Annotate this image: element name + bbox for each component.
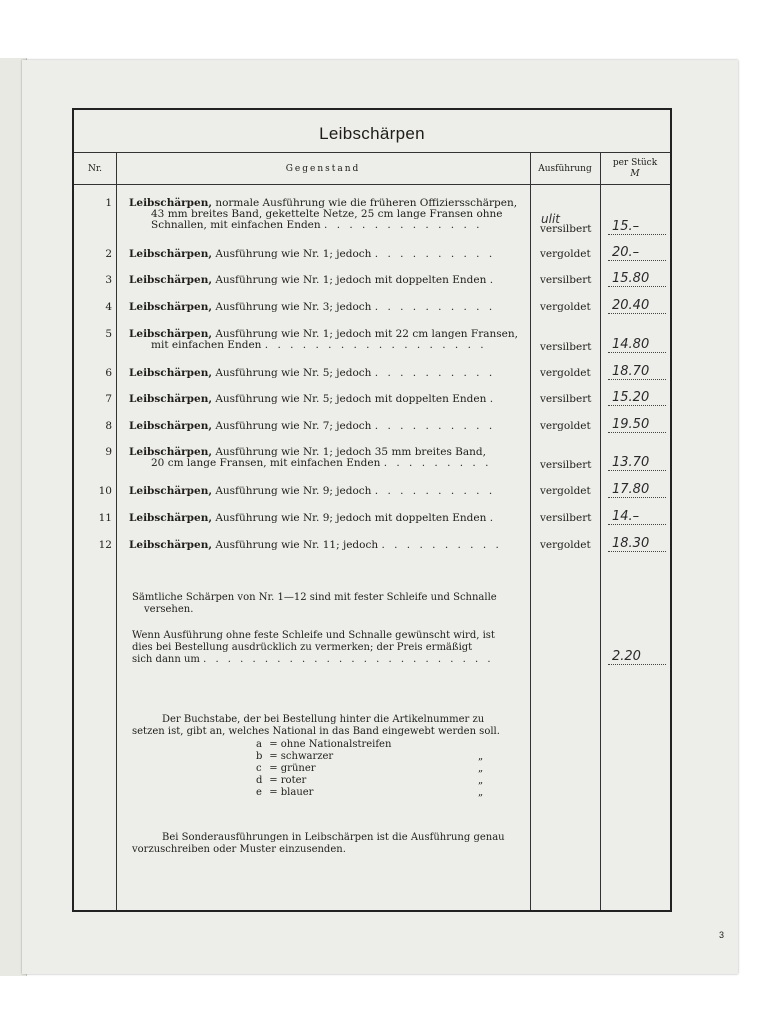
row-text: Ausführung wie Nr. 1; jedoch [215, 248, 372, 260]
row-text-line2: 20 cm lange Fransen, mit einfachen Enden . . . . . . . . . [151, 457, 492, 469]
row-number: 3 [105, 274, 112, 286]
row-text: Ausführung wie Nr. 9; jedoch mit doppelten Enden [215, 512, 487, 524]
column-divider [530, 152, 531, 910]
row-text: Ausführung wie Nr. 1; jedoch mit 22 cm langen Fransen, [215, 328, 518, 340]
row-description [129, 329, 524, 351]
row-price: 13.70 [608, 456, 666, 471]
row-text: Ausführung wie Nr. 7; jedoch [215, 420, 372, 432]
price-table-frame [72, 108, 672, 912]
letter-code-c: c = grüner „ [256, 763, 484, 774]
row-finish: versilbert [540, 393, 592, 405]
row-finish: versilbert [540, 341, 592, 353]
row-text-line3: Schnallen, mit einfachen Enden . . . . . . . . . . . . . [151, 219, 483, 231]
header-per-piece [600, 154, 670, 184]
row-price: 19.50 [608, 418, 666, 433]
row-name: Leibschärpen, [129, 512, 212, 524]
row-text: normale Ausführung wie die früheren Offiziersschärpen, [215, 197, 518, 209]
row-price: 20.– [608, 246, 666, 261]
row-price: 18.30 [608, 537, 666, 552]
row-finish: vergoldet [540, 539, 591, 551]
row-number: 5 [105, 328, 112, 340]
divider [74, 184, 670, 185]
row-text-line2: mit einfachen Enden . . . . . . . . . . . . . . . . . . [151, 339, 487, 351]
row-price: 14.80 [608, 338, 666, 353]
row-finish: vergoldet [540, 248, 591, 260]
letter-code-e: e = blauer „ [256, 787, 484, 798]
row-number: 4 [105, 301, 112, 313]
row-finish: vergoldet [540, 301, 591, 313]
header-per-piece-label: per Stück [612, 158, 658, 168]
letter-code-d: d = roter „ [256, 775, 484, 786]
note-buckle: Sämtliche Schärpen von Nr. 1—12 sind mit fester Schleife und Schnalle versehen. [132, 592, 497, 615]
catalog-page [22, 60, 738, 974]
row-description [129, 447, 524, 469]
row-price: 17.80 [608, 483, 666, 498]
page-title: Leibschärpen [319, 124, 425, 143]
row-finish: versilbert [540, 223, 592, 235]
row-number: 1 [105, 197, 112, 209]
row-finish: vergoldet [540, 485, 591, 497]
row-description: Leibschärpen, Ausführung wie Nr. 5; jedoch mit doppelten Enden . [129, 393, 497, 405]
letter-code-b: b = schwarzer „ [256, 751, 484, 762]
row-text: Ausführung wie Nr. 5; jedoch [215, 367, 372, 379]
row-price: 18.70 [608, 365, 666, 380]
header-finish: Ausführung [538, 163, 592, 174]
row-name: Leibschärpen, [129, 446, 212, 458]
header-item: Gegenstand [285, 163, 361, 174]
row-name: Leibschärpen, [129, 197, 212, 209]
page-number: 3 [718, 930, 724, 940]
row-name: Leibschärpen, [129, 420, 212, 432]
row-description: Leibschärpen, Ausführung wie Nr. 1; jedoch . . . . . . . . . . [129, 248, 496, 260]
row-finish: vergoldet [540, 367, 591, 379]
row-price: 15.20 [608, 391, 666, 406]
row-text-line2: 43 mm breites Band, gekettelte Netze, 25 cm lange Fransen ohne [151, 208, 503, 220]
header-nr: Nr. [87, 163, 103, 174]
row-name: Leibschärpen, [129, 248, 212, 260]
row-description: Leibschärpen, Ausführung wie Nr. 5; jedoch . . . . . . . . . . [129, 367, 496, 379]
row-name: Leibschärpen, [129, 367, 212, 379]
row-text: Ausführung wie Nr. 1; jedoch mit doppelten Enden [215, 274, 487, 286]
row-finish: versilbert [540, 274, 592, 286]
row-description: Leibschärpen, Ausführung wie Nr. 3; jedoch . . . . . . . . . . [129, 301, 496, 313]
row-text: Ausführung wie Nr. 1; jedoch 35 mm breites Band, [215, 446, 486, 458]
price-reduction: 2.20 [608, 650, 666, 665]
note-letter-code: Der Buchstabe, der bei Bestellung hinter die Artikelnummer zu setzen ist, gibt an, welches National in das Band eingewebt werden soll. [132, 714, 500, 737]
row-name: Leibschärpen, [129, 274, 212, 286]
row-finish: versilbert [540, 459, 592, 471]
row-name: Leibschärpen, [129, 301, 212, 313]
row-description: Leibschärpen, Ausführung wie Nr. 7; jedoch . . . . . . . . . . [129, 420, 496, 432]
row-price: 15.80 [608, 272, 666, 287]
row-number: 7 [105, 393, 112, 405]
row-description: Leibschärpen, Ausführung wie Nr. 9; jedoch mit doppelten Enden . [129, 512, 497, 524]
row-text: Ausführung wie Nr. 11; jedoch [215, 539, 379, 551]
row-text: Ausführung wie Nr. 3; jedoch [215, 301, 372, 313]
row-name: Leibschärpen, [129, 393, 212, 405]
row-number: 2 [105, 248, 112, 260]
header-currency: M [630, 169, 640, 179]
row-number: 9 [105, 446, 112, 458]
row-price: 14.– [608, 510, 666, 525]
row-name: Leibschärpen, [129, 485, 212, 497]
divider [74, 152, 670, 153]
row-finish: versilbert [540, 512, 592, 524]
column-divider [600, 152, 601, 910]
row-text: Ausführung wie Nr. 5; jedoch mit doppelten Enden [215, 393, 487, 405]
row-finish: vergoldet [540, 420, 591, 432]
note-without-buckle: Wenn Ausführung ohne feste Schleife und Schnalle gewünscht wird, ist dies bei Bestellung ausdrücklich zu vermerken; der Preis ermäßigt sich dann um . . . . . . . . . . . . . . . . . . . . . . . . [132, 630, 495, 665]
row-name: Leibschärpen, [129, 539, 212, 551]
row-price: 15.– [608, 220, 666, 235]
row-number: 11 [98, 512, 112, 524]
column-divider [116, 152, 117, 910]
row-description: Leibschärpen, Ausführung wie Nr. 9; jedoch . . . . . . . . . . [129, 485, 496, 497]
row-name: Leibschärpen, [129, 328, 212, 340]
row-description: Leibschärpen, Ausführung wie Nr. 11; jedoch . . . . . . . . . . [129, 539, 502, 551]
row-description [129, 197, 560, 231]
row-number: 10 [98, 485, 112, 497]
row-description: Leibschärpen, Ausführung wie Nr. 1; jedoch mit doppelten Enden . [129, 274, 497, 286]
letter-code-a: a = ohne Nationalstreifen [256, 739, 392, 750]
row-number: 8 [105, 420, 112, 432]
note-special-orders: Bei Sonderausführungen in Leibschärpen ist die Ausführung genau vorzuschreiben oder Muster einzusenden. [132, 832, 505, 855]
handwritten-annotation: ulit [541, 212, 560, 226]
row-price: 20.40 [608, 299, 666, 314]
row-number: 12 [98, 539, 112, 551]
row-text: Ausführung wie Nr. 9; jedoch [215, 485, 372, 497]
row-number: 6 [105, 367, 112, 379]
